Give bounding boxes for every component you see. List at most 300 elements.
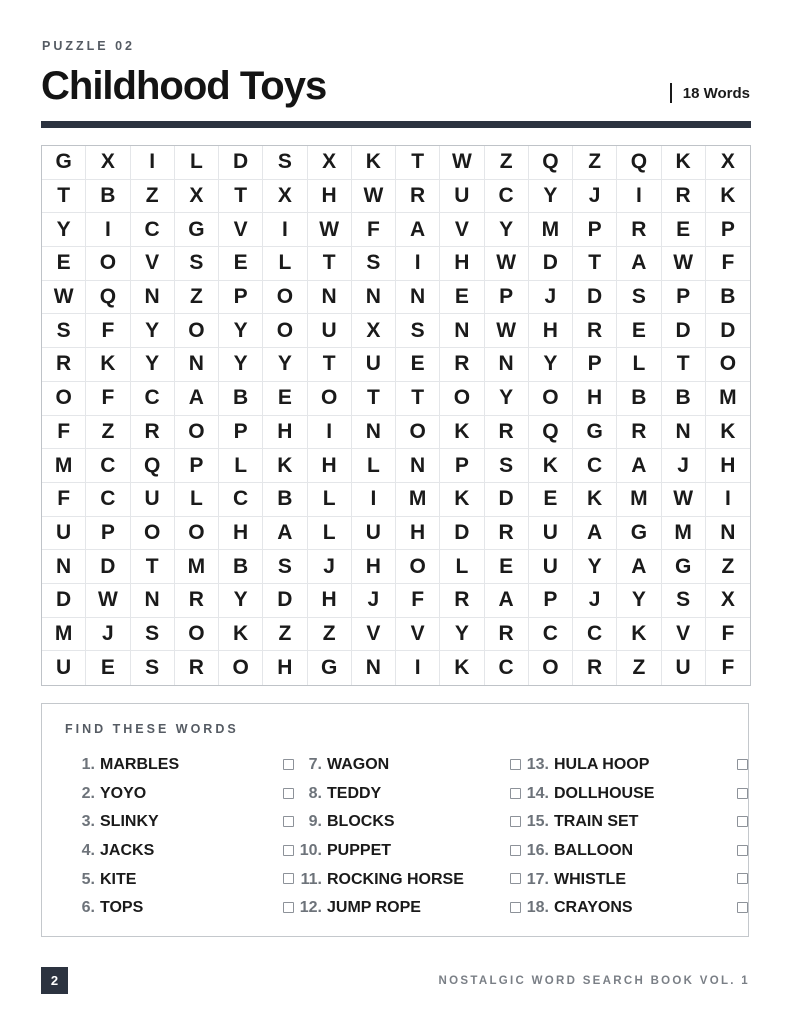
grid-cell[interactable]: C bbox=[86, 449, 130, 483]
grid-cell[interactable]: F bbox=[721, 656, 735, 680]
grid-cell[interactable]: Z bbox=[86, 416, 130, 450]
grid-cell[interactable]: A bbox=[573, 517, 617, 551]
grid-cell[interactable]: C bbox=[219, 483, 263, 517]
grid-cell[interactable]: Y bbox=[485, 382, 529, 416]
grid-cell[interactable]: H bbox=[706, 449, 750, 483]
grid-cell[interactable]: R bbox=[617, 416, 661, 450]
grid-cell[interactable]: F bbox=[706, 618, 750, 652]
word-label: JUMP ROPE bbox=[327, 899, 421, 917]
word-checkbox[interactable] bbox=[737, 845, 748, 856]
grid-cell[interactable]: D bbox=[573, 281, 617, 315]
grid-cell[interactable]: F bbox=[42, 483, 86, 517]
grid-cell[interactable]: U bbox=[308, 314, 352, 348]
grid-cell[interactable]: S bbox=[662, 584, 706, 618]
word-list-column bbox=[65, 751, 179, 923]
grid-cell[interactable]: O bbox=[86, 247, 130, 281]
grid-cell[interactable]: W bbox=[308, 213, 352, 247]
grid-cell[interactable]: H bbox=[308, 449, 352, 483]
grid-cell[interactable]: B bbox=[617, 382, 661, 416]
grid-cell[interactable]: C bbox=[573, 449, 617, 483]
grid-cell[interactable]: Z bbox=[131, 180, 175, 214]
word-list-item bbox=[292, 894, 464, 923]
grid-cell[interactable]: N bbox=[352, 416, 396, 450]
grid-cell[interactable]: T bbox=[308, 247, 352, 281]
grid-cell[interactable]: U bbox=[440, 180, 484, 214]
grid-cell[interactable]: L bbox=[440, 550, 484, 584]
word-label: KITE bbox=[100, 870, 137, 888]
grid-cell[interactable]: Z bbox=[706, 550, 750, 584]
grid-cell[interactable]: C bbox=[529, 618, 573, 652]
word-checkbox[interactable] bbox=[737, 902, 748, 913]
grid-cell[interactable]: S bbox=[42, 314, 86, 348]
grid-cell[interactable]: J bbox=[529, 281, 573, 315]
grid-cell[interactable]: E bbox=[219, 247, 263, 281]
word-list-item bbox=[65, 780, 179, 809]
grid-cell[interactable]: N bbox=[308, 281, 352, 315]
grid-cell[interactable]: U bbox=[131, 483, 175, 517]
grid-cell[interactable]: H bbox=[308, 584, 352, 618]
word-list-item bbox=[519, 780, 654, 809]
grid-cell[interactable]: W bbox=[42, 281, 86, 315]
grid-cell[interactable]: R bbox=[485, 416, 529, 450]
grid-cell[interactable]: R bbox=[42, 348, 86, 382]
grid-cell[interactable]: K bbox=[662, 146, 706, 180]
grid-cell[interactable]: O bbox=[396, 550, 440, 584]
grid-cell[interactable]: R bbox=[573, 314, 617, 348]
grid-cell[interactable]: P bbox=[219, 416, 263, 450]
grid-cell[interactable]: F bbox=[396, 584, 440, 618]
grid-cell[interactable]: K bbox=[573, 483, 617, 517]
grid-cell[interactable]: L bbox=[175, 483, 219, 517]
grid-cell[interactable]: F bbox=[706, 247, 750, 281]
grid-cell[interactable]: A bbox=[485, 584, 529, 618]
grid-cell[interactable]: O bbox=[219, 651, 263, 685]
grid-cell[interactable]: P bbox=[219, 281, 263, 315]
word-label: YOYO bbox=[100, 784, 147, 802]
word-list-item bbox=[519, 751, 654, 780]
grid-cell[interactable]: K bbox=[219, 618, 263, 652]
grid-cell[interactable]: E bbox=[440, 281, 484, 315]
word-number: 18. bbox=[526, 899, 549, 917]
word-number: 6. bbox=[81, 899, 95, 917]
grid-cell[interactable]: K bbox=[706, 416, 750, 450]
grid-cell[interactable]: N bbox=[131, 584, 175, 618]
grid-cell[interactable]: N bbox=[175, 348, 219, 382]
grid-cell[interactable]: X bbox=[706, 146, 750, 180]
word-list-item bbox=[519, 894, 654, 923]
grid-cell[interactable]: A bbox=[617, 247, 661, 281]
grid-cell[interactable]: O bbox=[42, 382, 86, 416]
grid-cell[interactable]: P bbox=[86, 517, 130, 551]
grid-cell[interactable]: X bbox=[308, 146, 352, 180]
grid-cell[interactable]: L bbox=[308, 483, 352, 517]
grid-cell[interactable]: K bbox=[86, 348, 130, 382]
grid-cell[interactable]: B bbox=[662, 382, 706, 416]
grid-cell[interactable]: S bbox=[263, 550, 307, 584]
grid-cell[interactable]: S bbox=[352, 247, 396, 281]
grid-cell[interactable]: D bbox=[219, 146, 263, 180]
grid-cell[interactable]: G bbox=[662, 550, 706, 584]
grid-cell[interactable]: Y bbox=[485, 213, 529, 247]
grid-cell[interactable]: O bbox=[263, 281, 307, 315]
grid-cell[interactable]: D bbox=[662, 314, 706, 348]
grid-cell[interactable]: E bbox=[86, 651, 130, 685]
grid-cell[interactable]: H bbox=[573, 382, 617, 416]
grid-cell[interactable]: R bbox=[573, 651, 617, 685]
word-list-item bbox=[65, 865, 179, 894]
grid-cell[interactable]: K bbox=[263, 449, 307, 483]
grid-cell[interactable]: T bbox=[131, 550, 175, 584]
grid-cell[interactable]: E bbox=[263, 382, 307, 416]
grid-cell[interactable]: G bbox=[573, 416, 617, 450]
grid-cell[interactable]: T bbox=[396, 146, 440, 180]
grid-cell[interactable]: E bbox=[42, 247, 86, 281]
grid-cell[interactable]: T bbox=[662, 348, 706, 382]
grid-cell[interactable]: Y bbox=[529, 180, 573, 214]
word-label: HULA HOOP bbox=[554, 756, 650, 774]
grid-cell[interactable]: E bbox=[662, 213, 706, 247]
grid-cell[interactable]: K bbox=[440, 416, 484, 450]
grid-cell[interactable]: O bbox=[175, 314, 219, 348]
grid-cell[interactable]: O bbox=[175, 517, 219, 551]
word-label: PUPPET bbox=[327, 842, 392, 860]
grid-cell[interactable]: F bbox=[86, 314, 130, 348]
grid-cell[interactable]: B bbox=[706, 281, 750, 315]
word-list-item bbox=[519, 865, 654, 894]
grid-cell[interactable]: V bbox=[662, 618, 706, 652]
grid-cell[interactable]: P bbox=[485, 281, 529, 315]
word-list-item bbox=[65, 837, 179, 866]
grid-cell[interactable]: R bbox=[440, 348, 484, 382]
grid-cell[interactable]: V bbox=[352, 618, 396, 652]
grid-cell[interactable]: K bbox=[617, 618, 661, 652]
grid-cell[interactable]: Y bbox=[573, 550, 617, 584]
grid-cell[interactable]: S bbox=[617, 281, 661, 315]
grid-cell[interactable]: Y bbox=[529, 348, 573, 382]
grid-cell[interactable]: S bbox=[485, 449, 529, 483]
grid-cell[interactable]: F bbox=[86, 382, 130, 416]
grid-cell[interactable]: Y bbox=[131, 348, 175, 382]
grid-cell[interactable]: Z bbox=[617, 651, 661, 685]
grid-cell[interactable]: G bbox=[175, 213, 219, 247]
grid-cell[interactable]: U bbox=[42, 651, 86, 685]
grid-cell[interactable]: R bbox=[662, 180, 706, 214]
grid-cell[interactable]: U bbox=[352, 517, 396, 551]
grid-cell[interactable]: U bbox=[42, 517, 86, 551]
grid-cell[interactable]: H bbox=[396, 517, 440, 551]
grid-cell[interactable]: Y bbox=[131, 314, 175, 348]
grid-cell[interactable]: R bbox=[175, 584, 219, 618]
grid-cell[interactable]: Y bbox=[219, 314, 263, 348]
grid-cell[interactable]: H bbox=[529, 314, 573, 348]
grid-cell[interactable]: L bbox=[352, 449, 396, 483]
grid-cell[interactable]: O bbox=[529, 651, 573, 685]
grid-cell[interactable]: G bbox=[617, 517, 661, 551]
grid-cell[interactable]: N bbox=[440, 314, 484, 348]
grid-cell[interactable]: A bbox=[396, 213, 440, 247]
grid-cell[interactable]: A bbox=[617, 449, 661, 483]
grid-cell[interactable]: W bbox=[485, 247, 529, 281]
word-checkbox[interactable] bbox=[737, 816, 748, 827]
grid-cell[interactable]: P bbox=[573, 213, 617, 247]
grid-cell[interactable]: T bbox=[352, 382, 396, 416]
grid-cell[interactable]: D bbox=[529, 247, 573, 281]
grid-cell[interactable]: Y bbox=[263, 348, 307, 382]
grid-cell[interactable]: H bbox=[263, 651, 307, 685]
grid-cell[interactable]: D bbox=[86, 550, 130, 584]
grid-cell[interactable]: Z bbox=[573, 146, 617, 180]
grid-cell[interactable]: M bbox=[396, 483, 440, 517]
word-list-column bbox=[519, 751, 654, 923]
grid-cell[interactable]: M bbox=[617, 483, 661, 517]
grid-cell[interactable]: R bbox=[175, 651, 219, 685]
word-number: 1. bbox=[81, 756, 95, 774]
grid-cell[interactable]: O bbox=[131, 517, 175, 551]
grid-cell[interactable]: O bbox=[308, 382, 352, 416]
grid-cell[interactable]: H bbox=[440, 247, 484, 281]
grid-cell[interactable]: B bbox=[219, 382, 263, 416]
grid-cell[interactable]: H bbox=[263, 416, 307, 450]
grid-cell[interactable]: L bbox=[263, 247, 307, 281]
grid-cell[interactable]: Z bbox=[175, 281, 219, 315]
grid-cell[interactable]: K bbox=[352, 146, 396, 180]
word-list-item bbox=[292, 751, 464, 780]
grid-cell[interactable]: A bbox=[263, 517, 307, 551]
grid-cell[interactable]: O bbox=[440, 382, 484, 416]
word-list-panel bbox=[41, 703, 749, 937]
grid-cell[interactable]: W bbox=[440, 146, 484, 180]
grid-cell[interactable]: V bbox=[396, 618, 440, 652]
grid-cell[interactable]: V bbox=[131, 247, 175, 281]
grid-cell[interactable]: O bbox=[263, 314, 307, 348]
grid-cell[interactable]: K bbox=[440, 483, 484, 517]
grid-cell[interactable]: Z bbox=[263, 618, 307, 652]
grid-cell[interactable]: S bbox=[263, 146, 307, 180]
grid-cell[interactable]: J bbox=[86, 618, 130, 652]
grid-cell[interactable]: O bbox=[706, 348, 750, 382]
grid-cell[interactable]: R bbox=[617, 213, 661, 247]
grid-cell[interactable]: I bbox=[308, 416, 352, 450]
grid-cell[interactable]: S bbox=[131, 651, 175, 685]
grid-cell[interactable]: Y bbox=[219, 584, 263, 618]
grid-cell[interactable]: M bbox=[42, 449, 86, 483]
grid-cell[interactable]: C bbox=[131, 382, 175, 416]
grid-cell[interactable]: X bbox=[352, 314, 396, 348]
grid-cell[interactable]: I bbox=[617, 180, 661, 214]
grid-cell[interactable]: L bbox=[219, 449, 263, 483]
grid-cell[interactable]: L bbox=[308, 517, 352, 551]
grid-cell[interactable]: X bbox=[86, 146, 130, 180]
grid-cell[interactable]: W bbox=[662, 483, 706, 517]
grid-cell[interactable]: G bbox=[42, 146, 86, 180]
grid-cell[interactable]: Y bbox=[42, 213, 86, 247]
grid-cell[interactable]: C bbox=[86, 483, 130, 517]
word-list-item bbox=[65, 751, 179, 780]
grid-cell[interactable]: C bbox=[573, 618, 617, 652]
word-number: 11. bbox=[300, 870, 322, 888]
grid-cell[interactable]: H bbox=[219, 517, 263, 551]
grid-cell[interactable]: U bbox=[529, 550, 573, 584]
word-label: JACKS bbox=[100, 842, 155, 860]
grid-cell[interactable]: I bbox=[263, 213, 307, 247]
grid-cell[interactable]: T bbox=[396, 382, 440, 416]
word-label: BLOCKS bbox=[327, 813, 395, 831]
grid-cell[interactable]: A bbox=[617, 550, 661, 584]
grid-cell[interactable]: B bbox=[86, 180, 130, 214]
grid-cell[interactable]: V bbox=[440, 213, 484, 247]
word-list-item bbox=[65, 808, 179, 837]
grid-cell[interactable]: Y bbox=[219, 348, 263, 382]
grid-cell[interactable]: M bbox=[529, 213, 573, 247]
grid-cell[interactable]: Q bbox=[86, 281, 130, 315]
grid-cell[interactable]: X bbox=[706, 584, 750, 618]
word-label: SLINKY bbox=[100, 813, 159, 831]
word-checkbox[interactable] bbox=[737, 873, 748, 884]
grid-cell[interactable]: J bbox=[573, 180, 617, 214]
grid-cell[interactable]: O bbox=[175, 618, 219, 652]
grid-cell[interactable]: N bbox=[485, 348, 529, 382]
grid-cell[interactable]: S bbox=[396, 314, 440, 348]
grid-cell[interactable]: Q bbox=[529, 416, 573, 450]
grid-cell[interactable]: M bbox=[706, 382, 750, 416]
grid-cell[interactable]: R bbox=[396, 180, 440, 214]
grid-cell[interactable]: P bbox=[662, 281, 706, 315]
grid-cell[interactable]: V bbox=[219, 213, 263, 247]
grid-cell[interactable]: O bbox=[396, 416, 440, 450]
grid-cell[interactable]: P bbox=[175, 449, 219, 483]
grid-cell[interactable]: H bbox=[308, 180, 352, 214]
grid-cell[interactable]: W bbox=[86, 584, 130, 618]
grid-cell[interactable]: H bbox=[352, 550, 396, 584]
grid-cell[interactable]: D bbox=[706, 314, 750, 348]
grid-cell[interactable]: I bbox=[86, 213, 130, 247]
grid-cell[interactable]: O bbox=[175, 416, 219, 450]
grid-cell[interactable]: I bbox=[131, 146, 175, 180]
word-checkbox[interactable] bbox=[737, 759, 748, 770]
grid-cell[interactable]: N bbox=[662, 416, 706, 450]
grid-cell[interactable]: I bbox=[352, 483, 396, 517]
grid-cell[interactable]: Y bbox=[440, 618, 484, 652]
grid-cell[interactable]: Q bbox=[131, 449, 175, 483]
grid-cell[interactable]: I bbox=[396, 651, 440, 685]
grid-cell[interactable]: K bbox=[706, 180, 750, 214]
grid-cell[interactable]: W bbox=[662, 247, 706, 281]
grid-cell[interactable]: K bbox=[529, 449, 573, 483]
grid-cell[interactable]: Z bbox=[485, 146, 529, 180]
grid-cell[interactable]: N bbox=[42, 550, 86, 584]
word-label: WAGON bbox=[327, 756, 390, 774]
grid-cell[interactable]: P bbox=[440, 449, 484, 483]
grid-cell[interactable]: R bbox=[131, 416, 175, 450]
grid-cell[interactable]: D bbox=[485, 483, 529, 517]
grid-cell[interactable]: E bbox=[485, 550, 529, 584]
grid-cell[interactable]: X bbox=[175, 180, 219, 214]
grid-cell[interactable]: X bbox=[263, 180, 307, 214]
grid-cell[interactable]: F bbox=[352, 213, 396, 247]
grid-cell[interactable]: N bbox=[706, 517, 750, 551]
grid-cell[interactable]: N bbox=[396, 281, 440, 315]
word-number: 16. bbox=[526, 842, 549, 860]
grid-cell[interactable]: E bbox=[396, 348, 440, 382]
grid-cell[interactable]: U bbox=[662, 651, 706, 685]
grid-cell[interactable]: M bbox=[42, 618, 86, 652]
grid-cell[interactable]: R bbox=[440, 584, 484, 618]
grid-cell[interactable]: W bbox=[485, 314, 529, 348]
grid-cell[interactable]: M bbox=[662, 517, 706, 551]
grid-cell[interactable]: I bbox=[396, 247, 440, 281]
grid-cell[interactable]: I bbox=[706, 483, 750, 517]
grid-cell[interactable]: U bbox=[352, 348, 396, 382]
word-number: 9. bbox=[308, 813, 322, 831]
grid-cell[interactable]: S bbox=[175, 247, 219, 281]
grid-cell[interactable]: E bbox=[529, 483, 573, 517]
grid-cell[interactable]: C bbox=[485, 180, 529, 214]
grid-cell[interactable]: R bbox=[485, 517, 529, 551]
word-list-column bbox=[292, 751, 464, 923]
grid-cell[interactable]: U bbox=[529, 517, 573, 551]
grid-cell[interactable]: Z bbox=[308, 618, 352, 652]
grid-cell[interactable]: K bbox=[440, 651, 484, 685]
grid-cell[interactable]: M bbox=[175, 550, 219, 584]
grid-cell[interactable]: L bbox=[175, 146, 219, 180]
grid-cell[interactable]: B bbox=[263, 483, 307, 517]
letter-grid bbox=[41, 145, 751, 686]
grid-cell[interactable]: G bbox=[308, 651, 352, 685]
grid-cell[interactable]: E bbox=[617, 314, 661, 348]
grid-cell[interactable]: N bbox=[352, 651, 396, 685]
grid-cell[interactable]: J bbox=[352, 584, 396, 618]
grid-cell[interactable]: J bbox=[308, 550, 352, 584]
word-list-item bbox=[519, 837, 654, 866]
grid-cell[interactable]: P bbox=[573, 348, 617, 382]
book-title: NOSTALGIC WORD SEARCH BOOK VOL. 1 bbox=[438, 975, 750, 987]
grid-cell[interactable]: D bbox=[263, 584, 307, 618]
grid-cell[interactable]: N bbox=[396, 449, 440, 483]
grid-cell[interactable]: C bbox=[485, 651, 529, 685]
word-list-item bbox=[519, 808, 654, 837]
grid-cell[interactable]: T bbox=[42, 180, 86, 214]
grid-cell[interactable]: N bbox=[131, 281, 175, 315]
grid-cell[interactable]: J bbox=[662, 449, 706, 483]
word-number: 8. bbox=[308, 784, 322, 802]
grid-cell[interactable]: F bbox=[42, 416, 86, 450]
grid-cell[interactable]: O bbox=[529, 382, 573, 416]
grid-cell[interactable]: N bbox=[352, 281, 396, 315]
grid-cell[interactable]: P bbox=[529, 584, 573, 618]
header-rule bbox=[41, 121, 751, 128]
word-number: 10. bbox=[299, 842, 322, 860]
grid-cell[interactable]: Q bbox=[617, 146, 661, 180]
grid-cell[interactable]: T bbox=[573, 247, 617, 281]
grid-cell[interactable]: T bbox=[219, 180, 263, 214]
grid-cell[interactable]: R bbox=[485, 618, 529, 652]
word-checkbox[interactable] bbox=[737, 788, 748, 799]
grid-cell[interactable]: B bbox=[219, 550, 263, 584]
grid-cell[interactable]: D bbox=[440, 517, 484, 551]
grid-cell[interactable]: J bbox=[573, 584, 617, 618]
grid-cell[interactable]: L bbox=[617, 348, 661, 382]
grid-cell[interactable]: Q bbox=[529, 146, 573, 180]
word-number: 15. bbox=[526, 813, 549, 831]
grid-cell[interactable]: A bbox=[175, 382, 219, 416]
grid-cell[interactable]: T bbox=[308, 348, 352, 382]
grid-cell[interactable]: P bbox=[706, 213, 750, 247]
grid-cell[interactable]: C bbox=[131, 213, 175, 247]
grid-cell[interactable]: D bbox=[42, 584, 86, 618]
grid-cell[interactable]: W bbox=[352, 180, 396, 214]
grid-cell[interactable]: S bbox=[131, 618, 175, 652]
grid-cell[interactable]: Y bbox=[617, 584, 661, 618]
